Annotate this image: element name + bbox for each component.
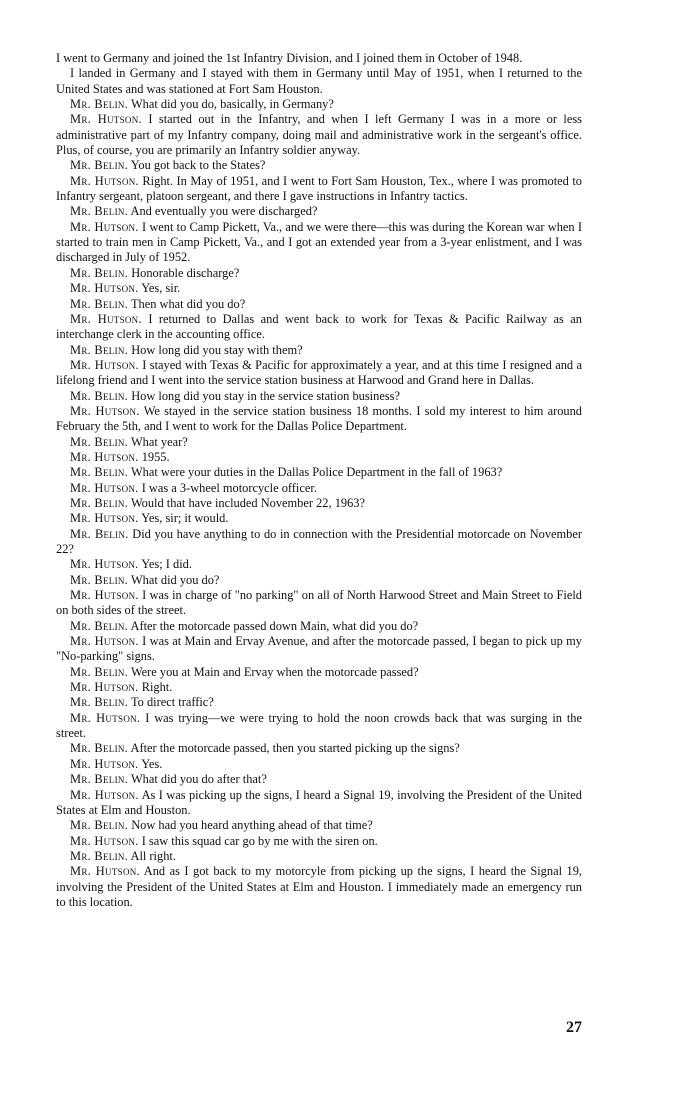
paragraph-text: After the motorcade passed, then you started picking up the signs? [130,741,460,756]
testimony-line [56,220,582,266]
speaker-label: Mr. Belin. [70,296,129,311]
paragraph-text: I returned to Dallas and went back to work for Texas & Pacific Railway as an interchange clerk in the accounting office. [56,311,582,342]
page-number: 27 [566,1019,582,1036]
paragraph-text: What did you do, basically, in Germany? [130,97,334,112]
testimony-line [56,695,582,710]
speaker-label: Mr. Hutson. [70,112,142,127]
paragraph-text: Were you at Main and Ervay when the motorcade passed? [130,664,419,679]
paragraph-text: What were your duties in the Dallas Police Department in the fall of 1963? [130,465,503,480]
speaker-label: Mr. Hutson. [70,710,141,725]
speaker-label: Mr. Belin. [70,741,129,756]
speaker-label: Mr. Hutson. [70,864,140,879]
testimony-line [56,864,582,910]
paragraph-text: Yes; I did. [141,557,192,572]
speaker-label: Mr. Belin. [70,818,129,833]
speaker-label: Mr. Hutson. [70,588,139,603]
paragraph-text: All right. [130,848,176,863]
speaker-label: Mr. Hutson. [70,756,139,771]
paragraph-text: I saw this squad car go by me with the siren on. [141,833,378,848]
paragraph-text: I went to Camp Pickett, Va., and we were there—this was during the Korean war when I started to train men in Camp Pickett, Va., and I got an extended year from a 3-year enlistment, and I was discharged in July of 1952. [56,219,582,265]
testimony-line [56,634,582,665]
testimony-line [56,788,582,819]
paragraph-text: How long did you stay with them? [131,342,303,357]
paragraph-text: I was a 3-wheel motorcycle officer. [141,480,317,495]
paragraph-text: Yes. [141,756,163,771]
speaker-label: Mr. Hutson. [70,634,139,649]
testimony-line [56,297,582,312]
narrative-paragraph [56,51,582,66]
speaker-label: Mr. Hutson. [70,557,139,572]
speaker-label: Mr. Hutson. [70,281,139,296]
paragraph-text: Would that have included November 22, 1963? [130,495,365,510]
speaker-label: Mr. Belin. [70,695,129,710]
testimony-line [56,573,582,588]
speaker-label: Mr. Hutson. [70,480,139,495]
paragraph-text: 1955. [141,449,170,464]
speaker-label: Mr. Hutson. [70,787,139,802]
paragraph-text: You got back to the States? [130,158,266,173]
paragraph-text: Did you have anything to do in connection with the Presidential motorcade on November 22? [56,526,582,556]
paragraph-text: Yes, sir; it would. [141,511,229,526]
testimony-line [56,204,582,219]
speaker-label: Mr. Belin. [70,664,129,679]
testimony-line [56,588,582,619]
testimony-line [56,834,582,849]
testimony-line [56,465,582,480]
paragraph-text: As I was picking up the signs, I heard a Signal 19, involving the President of the United States at Elm and Houston. [56,787,582,817]
paragraph-text: What did you do? [130,572,220,587]
paragraph-text: I was in charge of "no parking" on all of North Harwood Street and Main Street to Field on both sides of the street. [56,588,582,618]
speaker-label: Mr. Hutson. [70,357,139,372]
paragraph-text: How long did you stay in the service station business? [131,388,400,403]
speaker-label: Mr. Belin. [70,618,129,633]
testimony-line [56,665,582,680]
testimony-line [56,435,582,450]
speaker-label: Mr. Hutson. [70,680,139,695]
paragraph-text: After the motorcade passed down Main, what did you do? [130,618,419,633]
testimony-line [56,849,582,864]
speaker-label: Mr. Hutson. [70,833,139,848]
paragraph-text: Then what did you do? [130,296,246,311]
testimony-line [56,711,582,742]
testimony-line [56,266,582,281]
paragraph-text: Yes, sir. [141,281,181,296]
testimony-line [56,281,582,296]
testimony-line [56,496,582,511]
paragraph-text: I started out in the Infantry, and when I left Germany I was in a more or less administrative part of my Infantry company, doing mail and administrative work in the sergeant's office. Plus, of course, you are primarily an Infantry soldier anyway. [56,112,582,158]
paragraph-text: I went to Germany and joined the 1st Infantry Division, and I joined them in October of 1948. [56,51,523,65]
speaker-label: Mr. Belin. [70,265,129,280]
paragraph-text: Right. [141,680,173,695]
testimony-line [56,741,582,756]
testimony-line [56,97,582,112]
speaker-label: Mr. Belin. [70,848,129,863]
testimony-line [56,112,582,158]
speaker-label: Mr. Hutson. [70,311,142,326]
speaker-label: Mr. Hutson. [70,403,140,418]
testimony-line [56,312,582,343]
testimony-line [56,404,582,435]
testimony-line [56,557,582,572]
speaker-label: Mr. Belin. [70,97,129,112]
testimony-line [56,757,582,772]
speaker-label: Mr. Belin. [70,495,129,510]
paragraph-text: And as I got back to my motorcyle from picking up the signs, I heard the Signal 19, involving the President of the United States at Elm and Houston. I immediately made an emergency run to this location. [56,864,582,909]
paragraph-text: I was at Main and Ervay Avenue, and after the motorcade passed, I began to pick up my "No-parking" signs. [56,634,582,664]
testimony-line [56,343,582,358]
paragraph-text: I landed in Germany and I stayed with them in Germany until May of 1951, when I returned to the United States and was stationed at Fort Sam Houston. [56,66,582,96]
testimony-line [56,358,582,389]
paragraph-text: I stayed with Texas & Pacific for approximately a year, and at this time I resigned and a lifelong friend and I went into the service station business at Harwood and Grand here in Dallas. [56,357,582,388]
testimony-text [56,51,582,910]
paragraph-text: And eventually you were discharged? [130,204,318,219]
paragraph-text: Now had you heard anything ahead of that time? [131,818,373,833]
testimony-line [56,619,582,634]
speaker-label: Mr. Belin. [70,342,129,357]
testimony-line [56,680,582,695]
testimony-line [56,481,582,496]
paragraph-text: I was trying—we were trying to hold the noon crowds back that was surging in the street. [56,710,582,741]
speaker-label: Mr. Hutson. [70,511,139,526]
testimony-line [56,450,582,465]
narrative-paragraph [56,66,582,97]
speaker-label: Mr. Belin. [70,772,129,787]
speaker-label: Mr. Belin. [70,434,129,449]
testimony-line [56,158,582,173]
speaker-label: Mr. Belin. [70,204,129,219]
testimony-line [56,511,582,526]
speaker-label: Mr. Belin. [70,388,129,403]
speaker-label: Mr. Hutson. [70,449,139,464]
testimony-line [56,772,582,787]
paragraph-text: Honorable discharge? [131,265,240,280]
paragraph-text: We stayed in the service station business 18 months. I sold my interest to him around February the 5th, and I went to work for the Dallas Police Department. [56,403,582,434]
paragraph-text: To direct traffic? [130,695,214,710]
testimony-line [56,174,582,205]
paragraph-text: What did you do after that? [130,772,267,787]
testimony-line [56,389,582,404]
paragraph-text: Right. In May of 1951, and I went to Fort Sam Houston, Tex., where I was promoted to Infantry sergeant, platoon sergeant, and there I gave instructions in Infantry tactics. [56,173,582,204]
speaker-label: Mr. Belin. [70,572,129,587]
speaker-label: Mr. Hutson. [70,173,139,188]
testimony-line [56,818,582,833]
speaker-label: Mr. Belin. [70,526,129,541]
testimony-line [56,527,582,558]
speaker-label: Mr. Belin. [70,158,129,173]
paragraph-text: What year? [130,434,188,449]
speaker-label: Mr. Belin. [70,465,129,480]
speaker-label: Mr. Hutson. [70,219,139,234]
